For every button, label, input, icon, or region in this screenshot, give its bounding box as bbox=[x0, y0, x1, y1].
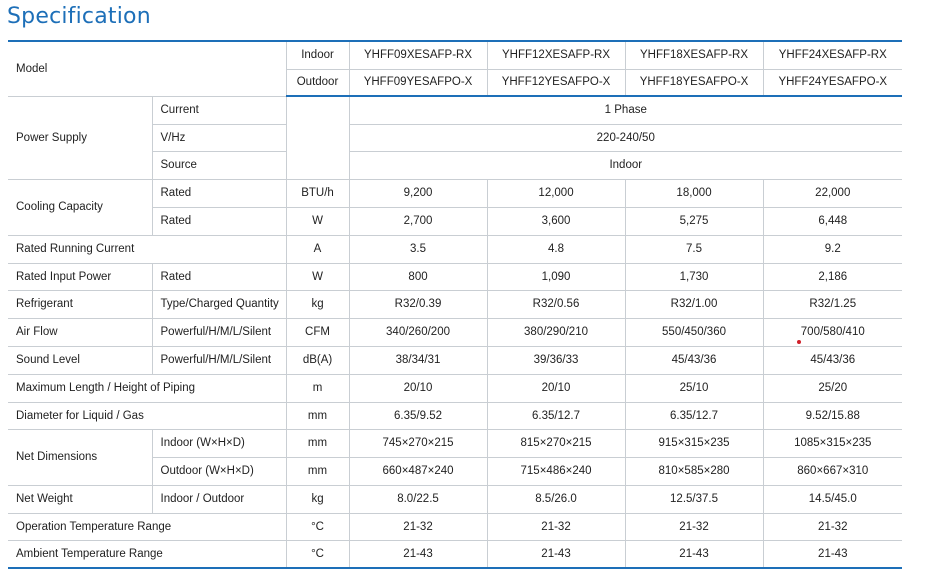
value-cell: 14.5/45.0 bbox=[763, 485, 902, 513]
row-sublabel: Outdoor (W×H×D) bbox=[152, 457, 286, 485]
rated-label: Rated bbox=[152, 207, 286, 235]
value-cell: 21-43 bbox=[487, 540, 625, 568]
table-row bbox=[8, 346, 902, 374]
vhz-label: V/Hz bbox=[152, 124, 286, 151]
row-sublabel: Type/Charged Quantity bbox=[152, 290, 286, 318]
outdoor-model-4: YHFF24YESAFPO-X bbox=[763, 69, 902, 96]
row-label: Maximum Length / Height of Piping bbox=[8, 374, 286, 402]
power-supply-label: Power Supply bbox=[8, 96, 152, 179]
row-label: Rated Running Current bbox=[8, 235, 286, 263]
page-title: Specification bbox=[7, 4, 151, 29]
rated-label: Rated bbox=[152, 179, 286, 207]
value-cell: R32/0.39 bbox=[349, 290, 487, 318]
value-cell: 21-43 bbox=[763, 540, 902, 568]
unit: BTU/h bbox=[286, 179, 349, 207]
value-cell: 815×270×215 bbox=[487, 429, 625, 457]
row-sublabel: Indoor (W×H×D) bbox=[152, 429, 286, 457]
row-label: Ambient Temperature Range bbox=[8, 540, 286, 568]
row-label: Net Weight bbox=[8, 485, 152, 513]
value-cell: 660×487×240 bbox=[349, 457, 487, 485]
value-cell: 1,730 bbox=[625, 263, 763, 290]
table-row bbox=[8, 41, 902, 69]
unit: °C bbox=[286, 540, 349, 568]
unit: kg bbox=[286, 485, 349, 513]
value-cell: 21-43 bbox=[349, 540, 487, 568]
value-cell: 25/20 bbox=[763, 374, 902, 402]
value-cell: 18,000 bbox=[625, 179, 763, 207]
value-cell: R32/0.56 bbox=[487, 290, 625, 318]
table-row bbox=[8, 429, 902, 457]
specification-table bbox=[8, 40, 902, 569]
table-row bbox=[8, 96, 902, 124]
value-cell: 8.5/26.0 bbox=[487, 485, 625, 513]
value-cell: 380/290/210 bbox=[487, 318, 625, 346]
unit: dB(A) bbox=[286, 346, 349, 374]
value-cell: R32/1.00 bbox=[625, 290, 763, 318]
table-row bbox=[8, 374, 902, 402]
table-row bbox=[8, 402, 902, 429]
value-cell: 21-43 bbox=[625, 540, 763, 568]
value-cell: 6.35/9.52 bbox=[349, 402, 487, 429]
row-sublabel: Powerful/H/M/L/Silent bbox=[152, 318, 286, 346]
table-row bbox=[8, 318, 902, 346]
value-cell: 1,090 bbox=[487, 263, 625, 290]
red-dot-marker bbox=[797, 340, 801, 344]
value-cell: 2,700 bbox=[349, 207, 487, 235]
model-label: Model bbox=[8, 41, 286, 96]
row-label: Sound Level bbox=[8, 346, 152, 374]
value-cell: 45/43/36 bbox=[763, 346, 902, 374]
value-cell: 1085×315×235 bbox=[763, 429, 902, 457]
value-cell: 5,275 bbox=[625, 207, 763, 235]
value-cell: 39/36/33 bbox=[487, 346, 625, 374]
outdoor-label: Outdoor bbox=[286, 69, 349, 96]
value-cell: 21-32 bbox=[349, 513, 487, 540]
unit: mm bbox=[286, 402, 349, 429]
outdoor-model-3: YHFF18YESAFPO-X bbox=[625, 69, 763, 96]
value-cell: 2,186 bbox=[763, 263, 902, 290]
value-cell: 20/10 bbox=[349, 374, 487, 402]
row-label: Operation Temperature Range bbox=[8, 513, 286, 540]
net-dimensions-label: Net Dimensions bbox=[8, 429, 152, 485]
cooling-capacity-label: Cooling Capacity bbox=[8, 179, 152, 235]
value-cell: 6.35/12.7 bbox=[625, 402, 763, 429]
value-cell: 9.2 bbox=[763, 235, 902, 263]
row-label: Air Flow bbox=[8, 318, 152, 346]
outdoor-model-2: YHFF12YESAFPO-X bbox=[487, 69, 625, 96]
indoor-label: Indoor bbox=[286, 41, 349, 69]
value-cell: 340/260/200 bbox=[349, 318, 487, 346]
value-cell: 3,600 bbox=[487, 207, 625, 235]
value-cell: 7.5 bbox=[625, 235, 763, 263]
source-label: Source bbox=[152, 151, 286, 179]
table-row bbox=[8, 179, 902, 207]
indoor-model-1: YHFF09XESAFP-RX bbox=[349, 41, 487, 69]
value-cell: 8.0/22.5 bbox=[349, 485, 487, 513]
value-cell: 715×486×240 bbox=[487, 457, 625, 485]
unit: mm bbox=[286, 429, 349, 457]
indoor-model-4: YHFF24XESAFP-RX bbox=[763, 41, 902, 69]
value-cell: 21-32 bbox=[763, 513, 902, 540]
table-row bbox=[8, 235, 902, 263]
current-label: Current bbox=[152, 96, 286, 124]
value-cell: 25/10 bbox=[625, 374, 763, 402]
unit: mm bbox=[286, 457, 349, 485]
empty-unit-cell bbox=[286, 96, 349, 179]
value-cell: 6.35/12.7 bbox=[487, 402, 625, 429]
unit: W bbox=[286, 263, 349, 290]
value-cell: 915×315×235 bbox=[625, 429, 763, 457]
indoor-model-3: YHFF18XESAFP-RX bbox=[625, 41, 763, 69]
row-sublabel: Rated bbox=[152, 263, 286, 290]
value-cell: 550/450/360 bbox=[625, 318, 763, 346]
value-cell: 800 bbox=[349, 263, 487, 290]
table-row bbox=[8, 485, 902, 513]
value-cell: 860×667×310 bbox=[763, 457, 902, 485]
table-row bbox=[8, 513, 902, 540]
value-cell: 9,200 bbox=[349, 179, 487, 207]
row-label: Rated Input Power bbox=[8, 263, 152, 290]
value-cell: 21-32 bbox=[487, 513, 625, 540]
unit: A bbox=[286, 235, 349, 263]
vhz-value: 220-240/50 bbox=[349, 124, 902, 151]
row-label: Refrigerant bbox=[8, 290, 152, 318]
source-value: Indoor bbox=[349, 151, 902, 179]
value-cell: 3.5 bbox=[349, 235, 487, 263]
value-cell: 745×270×215 bbox=[349, 429, 487, 457]
row-label: Diameter for Liquid / Gas bbox=[8, 402, 286, 429]
value-cell: 810×585×280 bbox=[625, 457, 763, 485]
unit: °C bbox=[286, 513, 349, 540]
table-row bbox=[8, 540, 902, 568]
row-sublabel: Indoor / Outdoor bbox=[152, 485, 286, 513]
indoor-model-2: YHFF12XESAFP-RX bbox=[487, 41, 625, 69]
value-cell: 12,000 bbox=[487, 179, 625, 207]
value-cell: 45/43/36 bbox=[625, 346, 763, 374]
current-value: 1 Phase bbox=[349, 96, 902, 124]
value-cell: 38/34/31 bbox=[349, 346, 487, 374]
value-cell: 20/10 bbox=[487, 374, 625, 402]
value-cell: 12.5/37.5 bbox=[625, 485, 763, 513]
value-cell: 9.52/15.88 bbox=[763, 402, 902, 429]
row-sublabel: Powerful/H/M/L/Silent bbox=[152, 346, 286, 374]
unit: m bbox=[286, 374, 349, 402]
value-cell: 4.8 bbox=[487, 235, 625, 263]
table-row bbox=[8, 290, 902, 318]
value-cell: R32/1.25 bbox=[763, 290, 902, 318]
unit: W bbox=[286, 207, 349, 235]
value-cell: 22,000 bbox=[763, 179, 902, 207]
unit: kg bbox=[286, 290, 349, 318]
value-cell: 6,448 bbox=[763, 207, 902, 235]
value-cell: 700/580/410 bbox=[763, 318, 902, 346]
outdoor-model-1: YHFF09YESAFPO-X bbox=[349, 69, 487, 96]
table-row bbox=[8, 263, 902, 290]
unit: CFM bbox=[286, 318, 349, 346]
value-cell: 21-32 bbox=[625, 513, 763, 540]
